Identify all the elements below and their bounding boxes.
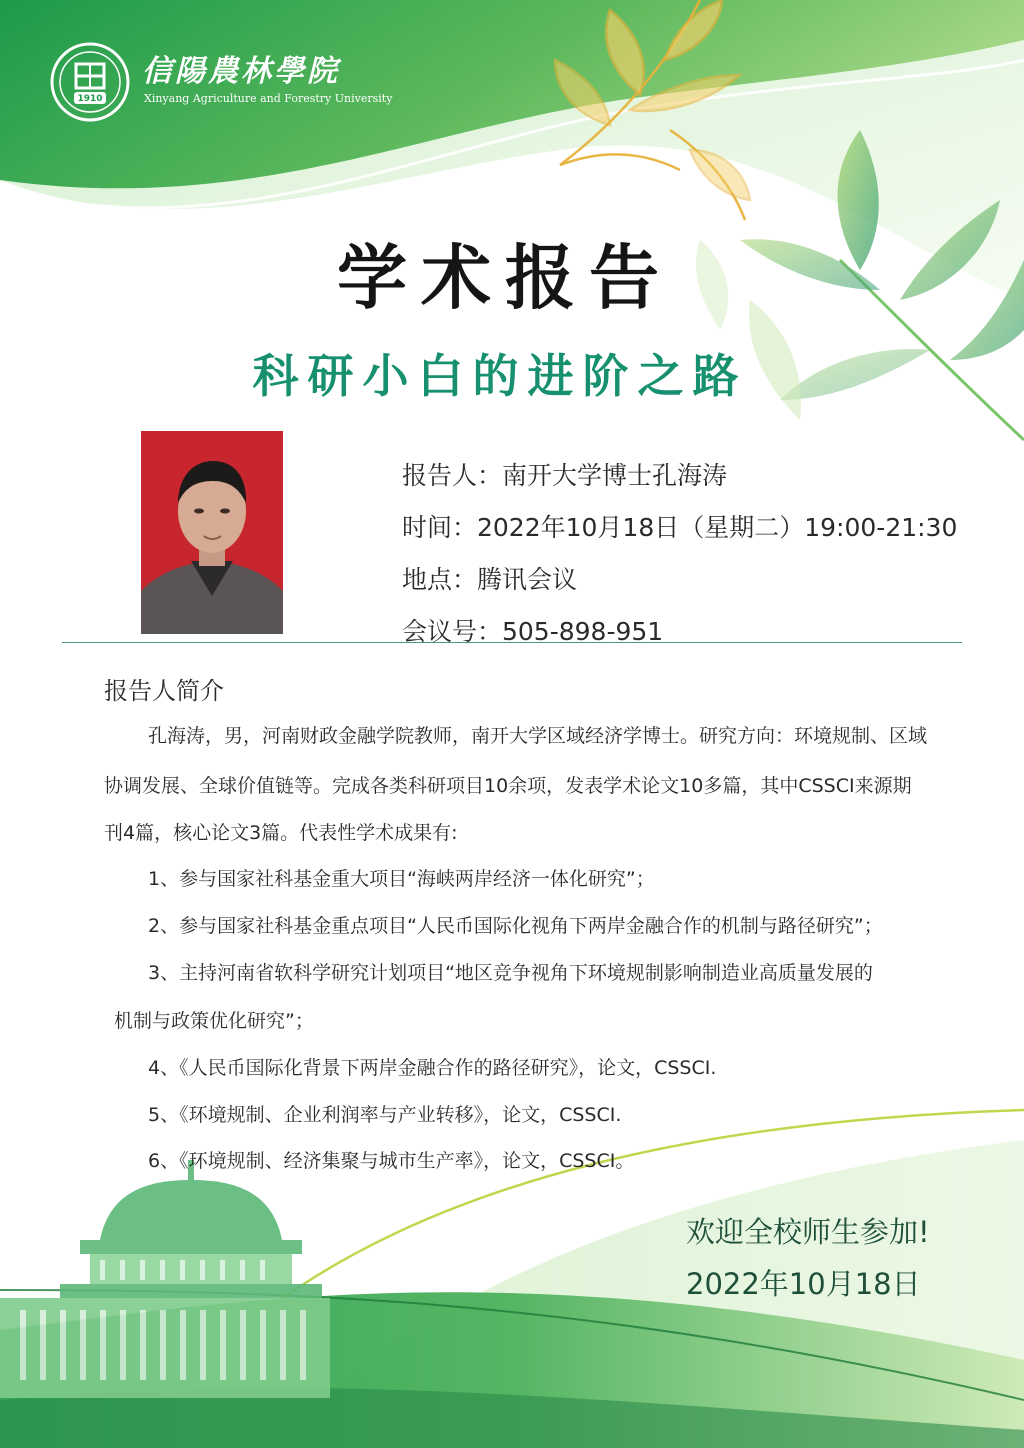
svg-text:1910: 1910: [77, 94, 103, 104]
poster-subtitle: 科研小白的进阶之路: [252, 349, 748, 403]
bio-heading: 报告人简介: [104, 677, 224, 705]
achievement-item: 5、《环境规制、企业利润率与产业转移》，论文，CSSCI.: [148, 1104, 622, 1126]
achievement-item: 6、《环境规制、经济集聚与城市生产率》，论文，CSSCI。: [148, 1150, 635, 1172]
footer-date: 2022年10月18日: [686, 1267, 921, 1301]
achievement-item-continued: 机制与政策优化研究”；: [114, 1010, 314, 1032]
achievement-item: 1、参与国家社科基金重大项目“海峡两岸经济一体化研究”；: [148, 868, 655, 890]
university-name-cn: 信陽農林學院: [142, 54, 340, 89]
achievement-item: 4、《人民币国际化背景下两岸金融合作的路径研究》，论文，CSSCI.: [148, 1057, 717, 1079]
bio-line: 刊4篇，核心论文3篇。代表性学术成果有:: [104, 822, 458, 844]
bio-line: 孔海涛，男，河南财政金融学院教师，南开大学区域经济学博士。研究方向：环境规制、区域: [148, 725, 928, 747]
time-line: 时间：2022年10月18日（星期二）19:00-21:30: [402, 513, 958, 542]
building-silhouette: [0, 1160, 330, 1398]
university-name-en: Xinyang Agriculture and Forestry University: [144, 92, 393, 105]
speaker-line: 报告人：南开大学博士孔海涛: [402, 461, 728, 490]
welcome-message: 欢迎全校师生参加!: [686, 1215, 930, 1249]
bio-line: 协调发展、全球价值链等。完成各类科研项目10余项，发表学术论文10多篇，其中CSSCI来源期: [104, 775, 912, 797]
speaker-photo: [141, 431, 283, 634]
meeting-id-line: 会议号：505-898-951: [402, 617, 664, 646]
achievement-item: 3、主持河南省软科学研究计划项目“地区竞争视角下环境规制影响制造业高质量发展的: [148, 962, 873, 984]
achievement-item: 2、参与国家社科基金重点项目“人民币国际化视角下两岸金融合作的机制与路径研究”；: [148, 915, 883, 937]
poster-title: 学术报告: [337, 237, 673, 319]
university-seal-icon: [50, 42, 130, 122]
section-divider: [62, 642, 962, 643]
location-line: 地点：腾讯会议: [402, 565, 578, 594]
